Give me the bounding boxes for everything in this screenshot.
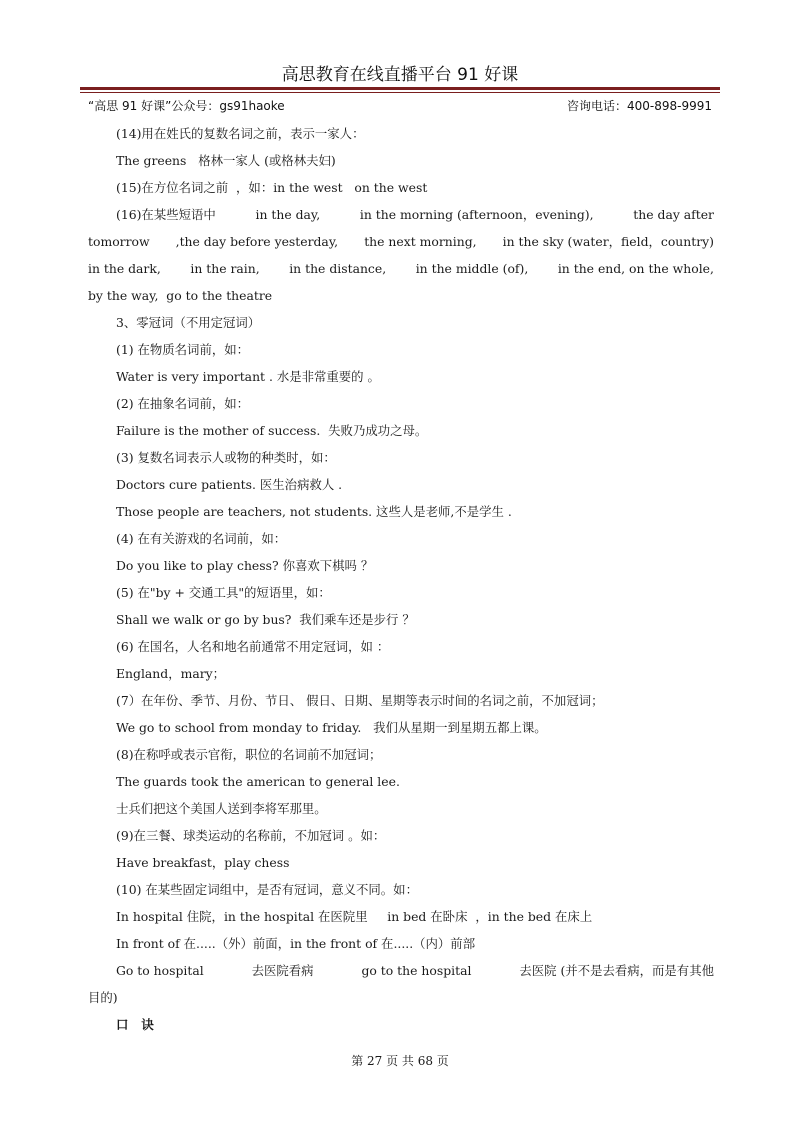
header-rule-thick (80, 87, 720, 90)
text-line: (3) 复数名词表示人或物的种类时，如： (116, 450, 336, 465)
phrase: in the rain, (190, 261, 260, 276)
text-line: 目的) (88, 990, 118, 1005)
phrase: in the middle (of), (415, 261, 529, 276)
text-line: Doctors cure patients. 医生治病救人 . (116, 477, 343, 492)
text-line: (8)在称呼或表示官衔，职位的名词前不加冠词； (116, 747, 382, 762)
phrase: (16)在某些短语中 (116, 207, 216, 222)
phrase: Go to hospital (116, 963, 204, 978)
text-line: (9)在三餐、球类运动的名称前，不加冠词 。如： (116, 828, 386, 843)
text-line: (6) 在国名，人名和地名前通常不用定冠词，如 ： (116, 639, 390, 654)
text-line: Those people are teachers, not students. 这些人是老师,不是学生 . (116, 504, 512, 519)
text-line: Shall we walk or go by bus? 我们乘车还是步行 ？ (116, 612, 415, 627)
text-line: The greens 格林一家人 (或格林夫妇) (116, 153, 336, 168)
section-heading: 3、零冠词（不用定冠词） (116, 315, 261, 330)
phrase: ,the day before yesterday, (175, 234, 339, 249)
text-line-justified (88, 201, 714, 228)
text-line-justified (88, 228, 714, 255)
page-footer: 第 27 页 共 68 页 (351, 1054, 449, 1068)
header-rule-thin (80, 92, 720, 93)
phrase: the next morning, (364, 234, 477, 249)
page-header-title: 高思教育在线直播平台 91 好课 (281, 65, 519, 85)
text-line: In front of 在.....（外）前面，in the front of 在.....（内）前部 (116, 936, 476, 951)
text-line: Have breakfast，play chess (116, 855, 290, 870)
text-line: Water is very important . 水是非常重要的 。 (116, 369, 380, 384)
text-line: Do you like to play chess? 你喜欢下棋吗 ？ (116, 558, 374, 573)
phrase: the day after (633, 207, 714, 222)
text-line-justified (88, 255, 714, 282)
text-line: England，mary； (116, 666, 226, 681)
section-heading: 口 诀 (116, 1017, 154, 1032)
phrase: in the end, on the whole, (557, 261, 714, 276)
text-line: (5) 在"by + 交通工具"的短语里，如： (116, 585, 331, 600)
text-line: (14)用在姓氏的复数名词之前，表示一家人： (116, 126, 365, 141)
text-line: (2) 在抽象名词前，如： (116, 396, 250, 411)
text-line: by the way, go to the theatre (88, 288, 273, 303)
text-line: In hospital 住院，in the hospital 在医院里 in bed 在卧床 ，in the bed 在床上 (116, 909, 593, 924)
text-line: The guards took the american to general lee. (116, 774, 400, 789)
header-phone: 咨询电话：400-898-9991 (566, 99, 712, 113)
text-line: (10) 在某些固定词组中，是否有冠词，意义不同。如： (116, 882, 418, 897)
phrase: 去医院 (并不是去看病，而是有其他 (519, 963, 714, 978)
text-line: We go to school from monday to friday. 我们从星期一到星期五都上课。 (116, 720, 547, 735)
phrase: 去医院看病 (251, 963, 314, 978)
text-line: (1) 在物质名词前，如： (116, 342, 250, 357)
phrase: in the morning (afternoon，evening), (359, 207, 594, 222)
phrase: tomorrow (88, 234, 150, 249)
phrase: go to the hospital (361, 963, 472, 978)
text-line-justified (88, 957, 714, 984)
text-line: (15)在方位名词之前 ，如：in the west on the west (116, 180, 428, 195)
text-line: 士兵们把这个美国人送到李将军那里。 (116, 801, 327, 816)
phrase: in the day, (255, 207, 321, 222)
document-body (88, 120, 714, 1038)
phrase: in the distance, (289, 261, 387, 276)
phrase: in the sky (water，field，country) (502, 234, 714, 249)
text-line: (4) 在有关游戏的名词前，如： (116, 531, 287, 546)
text-line: Failure is the mother of success. 失败乃成功之母。 (116, 423, 428, 438)
text-line: (7）在年份、季节、月份、节日、 假日、日期、星期等表示时间的名词之前，不加冠词； (116, 693, 604, 708)
header-wechat-account: “高思 91 好课”公众号：gs91haoke (88, 99, 285, 113)
phrase: in the dark, (88, 261, 161, 276)
